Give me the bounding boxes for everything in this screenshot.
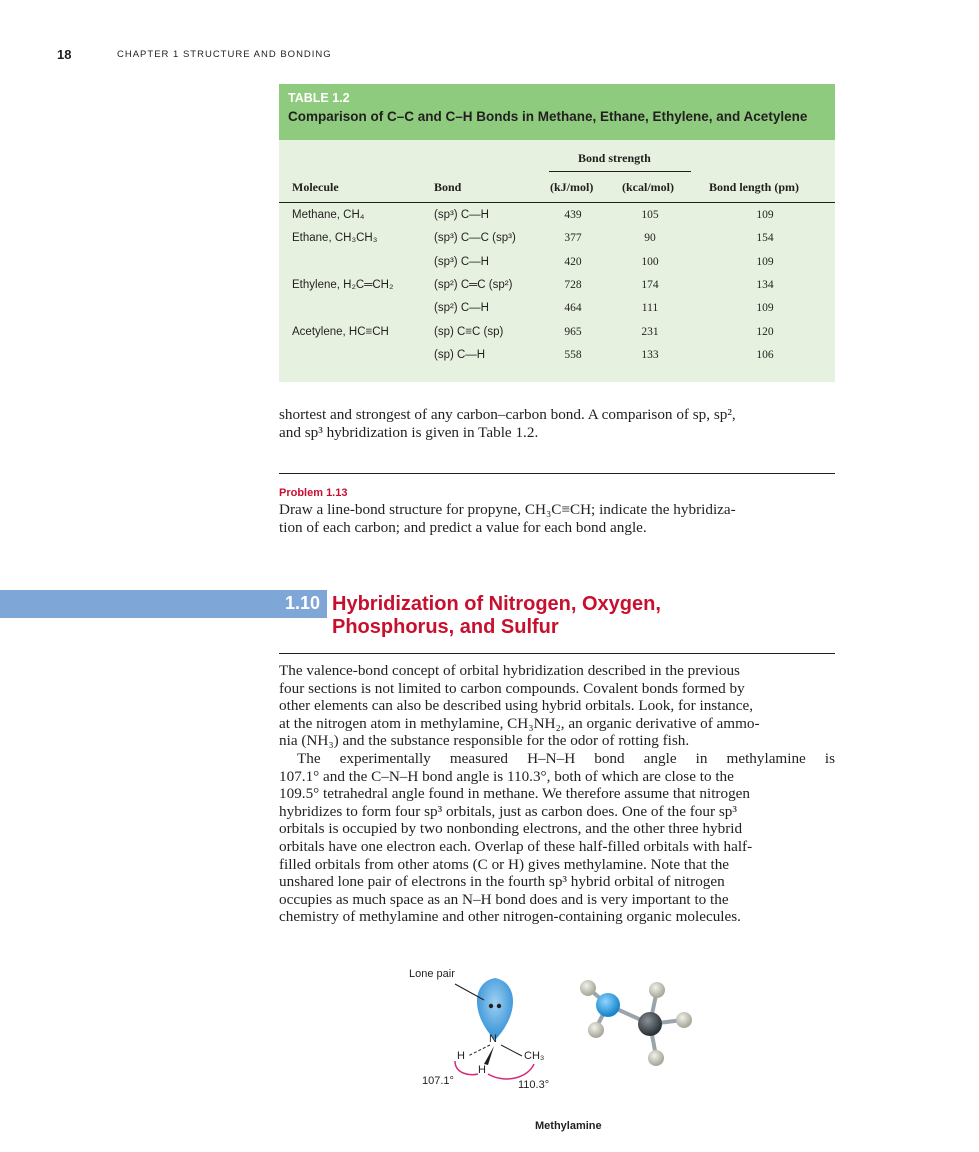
body-line: occupies as much space as an N–H bond does and is very important to the bbox=[279, 890, 729, 908]
electron-dot bbox=[489, 1004, 493, 1008]
lone-pair-orbital bbox=[477, 978, 513, 1040]
table-header-band bbox=[279, 84, 835, 140]
section-title-line-2: Phosphorus, and Sulfur bbox=[332, 616, 559, 638]
figure-caption: Methylamine bbox=[535, 1120, 602, 1132]
bond-strength-group-header: Bond strength bbox=[578, 151, 651, 165]
group-rule bbox=[549, 171, 691, 172]
atom-n: N bbox=[489, 1033, 497, 1045]
col-kcalmol: (kcal/mol) bbox=[622, 180, 674, 194]
electron-dot bbox=[497, 1004, 501, 1008]
body-line: hybridizes to form four sp³ orbitals, just as carbon does. One of the four sp³ bbox=[279, 802, 737, 820]
hydrogen-ball bbox=[649, 982, 665, 998]
section-bar bbox=[0, 590, 279, 618]
cell-bond-length: 154 bbox=[756, 232, 774, 245]
page-number: 18 bbox=[57, 47, 72, 62]
nitrogen-ball bbox=[596, 993, 620, 1017]
n-c-bond bbox=[501, 1045, 522, 1056]
cell-bond-length: 109 bbox=[756, 255, 774, 268]
problem-divider bbox=[279, 473, 835, 474]
atom-ch3: CH₃ bbox=[524, 1050, 545, 1062]
body-line: nia (NH₃) and the substance responsible for the odor of rotting fish. bbox=[279, 732, 690, 750]
body-line: 107.1° and the C–N–H bond angle is 110.3°, both of which are close to the bbox=[279, 767, 734, 785]
cell-bond: (sp³) C—H bbox=[434, 209, 489, 221]
chapter-heading: CHAPTER 1 STRUCTURE AND BONDING bbox=[117, 49, 332, 60]
methylamine-diagram bbox=[400, 962, 720, 1142]
cell-kcalmol: 105 bbox=[641, 209, 659, 221]
n-h-wedge-bond bbox=[484, 1046, 494, 1065]
body-line: orbitals have one electron each. Overlap of these half-filled orbitals with half- bbox=[279, 837, 753, 855]
cell-bond-length: 120 bbox=[756, 325, 774, 338]
atom-h-left: H bbox=[457, 1050, 465, 1062]
lone-pair-label: Lone pair bbox=[409, 968, 455, 980]
cell-bond: (sp³) C—C (sp³) bbox=[434, 232, 516, 245]
angle-arc-1 bbox=[455, 1061, 478, 1075]
body-line: The experimentally measured H–N–H bond angle in methylamine is bbox=[297, 749, 835, 767]
table-title: Comparison of C–C and C–H Bonds in Methane, Ethane, Ethylene, and Acetylene bbox=[288, 109, 808, 124]
cell-bond: (sp²) C═C (sp²) bbox=[434, 278, 513, 291]
body-line: at the nitrogen atom in methylamine, CH₃NH₂, an organic derivative of ammo- bbox=[279, 714, 760, 732]
cell-bond-length: 109 bbox=[756, 302, 774, 315]
atom-h-bottom: H bbox=[478, 1064, 486, 1076]
cell-kjmol: 377 bbox=[564, 232, 582, 245]
section-title-line-1: Hybridization of Nitrogen, Oxygen, bbox=[332, 593, 661, 615]
body-text bbox=[279, 662, 835, 926]
body-line: four sections is not limited to carbon compounds. Covalent bonds formed by bbox=[279, 679, 745, 697]
cell-bond: (sp) C—H bbox=[434, 348, 486, 361]
cell-kcalmol: 111 bbox=[641, 302, 659, 315]
problem-line-1: Draw a line-bond structure for propyne, CH₃C≡CH; indicate the hybridiza- bbox=[279, 501, 736, 518]
cell-kcalmol: 90 bbox=[644, 232, 656, 245]
table-number: TABLE 1.2 bbox=[288, 91, 350, 105]
intro-line-2: and sp³ hybridization is given in Table 1.2. bbox=[279, 424, 539, 441]
body-line: other elements can also be described using hybrid orbitals. Look, for instance, bbox=[279, 697, 754, 715]
problem-line-2: tion of each carbon; and predict a value for each bond angle. bbox=[279, 519, 647, 536]
cell-kjmol: 728 bbox=[564, 278, 582, 291]
cell-bond-length: 134 bbox=[756, 278, 774, 291]
cell-kcalmol: 174 bbox=[641, 278, 659, 291]
body-line: filled orbitals from other atoms (C or H) gives methylamine. Note that the bbox=[279, 855, 730, 873]
section-number: 1.10 bbox=[285, 593, 321, 613]
cell-kcalmol: 100 bbox=[641, 255, 659, 268]
cell-bond: (sp) C≡C (sp) bbox=[434, 325, 504, 338]
section-title bbox=[332, 593, 661, 639]
cell-bond-length: 106 bbox=[756, 348, 774, 361]
n-h-dashed-bond bbox=[468, 1045, 490, 1056]
table-1-2 bbox=[279, 84, 835, 382]
cell-kjmol: 965 bbox=[564, 325, 582, 338]
cell-bond-length: 109 bbox=[756, 209, 774, 221]
cell-molecule: Acetylene, HC≡CH bbox=[292, 325, 389, 338]
col-molecule: Molecule bbox=[292, 180, 339, 194]
body-line: orbitals is occupied by two nonbonding electrons, and the other three hybrid bbox=[279, 820, 743, 838]
body-line: 109.5° tetrahedral angle found in methane. We therefore assume that nitrogen bbox=[279, 785, 750, 803]
cell-kjmol: 464 bbox=[564, 302, 582, 315]
problem-label: Problem 1.13 bbox=[279, 487, 348, 499]
body-line: unshared lone pair of electrons in the fourth sp³ hybrid orbital of nitrogen bbox=[279, 873, 725, 891]
intro-line-1: shortest and strongest of any carbon–carbon bond. A comparison of sp, sp², bbox=[279, 406, 736, 423]
hydrogen-ball bbox=[676, 1012, 692, 1028]
cell-bond: (sp²) C—H bbox=[434, 302, 489, 315]
col-kjmol: (kJ/mol) bbox=[550, 180, 594, 194]
angle-label-2: 110.3° bbox=[518, 1079, 550, 1091]
body-line: chemistry of methylamine and other nitrogen-containing organic molecules. bbox=[279, 908, 741, 926]
hydrogen-ball bbox=[580, 980, 596, 996]
cell-molecule: Ethane, CH₃CH₃ bbox=[292, 232, 378, 245]
cell-kcalmol: 133 bbox=[641, 348, 659, 361]
cell-molecule: Methane, CH₄ bbox=[292, 209, 365, 221]
cell-kcalmol: 231 bbox=[641, 325, 659, 338]
header-rule bbox=[279, 202, 835, 203]
hydrogen-ball bbox=[588, 1022, 604, 1038]
cell-molecule: Ethylene, H₂C═CH₂ bbox=[292, 278, 394, 291]
angle-label-1: 107.1° bbox=[422, 1075, 454, 1087]
carbon-ball bbox=[638, 1012, 662, 1036]
section-rule bbox=[279, 653, 835, 654]
body-line: The valence-bond concept of orbital hybridization described in the previous bbox=[279, 662, 740, 679]
cell-kjmol: 439 bbox=[564, 209, 582, 221]
col-bond: Bond bbox=[434, 180, 462, 194]
angle-arc-2 bbox=[488, 1064, 534, 1079]
methylamine-figure bbox=[400, 962, 720, 1142]
cell-kjmol: 420 bbox=[564, 255, 582, 268]
cell-bond: (sp³) C—H bbox=[434, 255, 489, 268]
cell-kjmol: 558 bbox=[564, 348, 582, 361]
col-bond-length: Bond length (pm) bbox=[709, 180, 800, 194]
hydrogen-ball bbox=[648, 1050, 664, 1066]
